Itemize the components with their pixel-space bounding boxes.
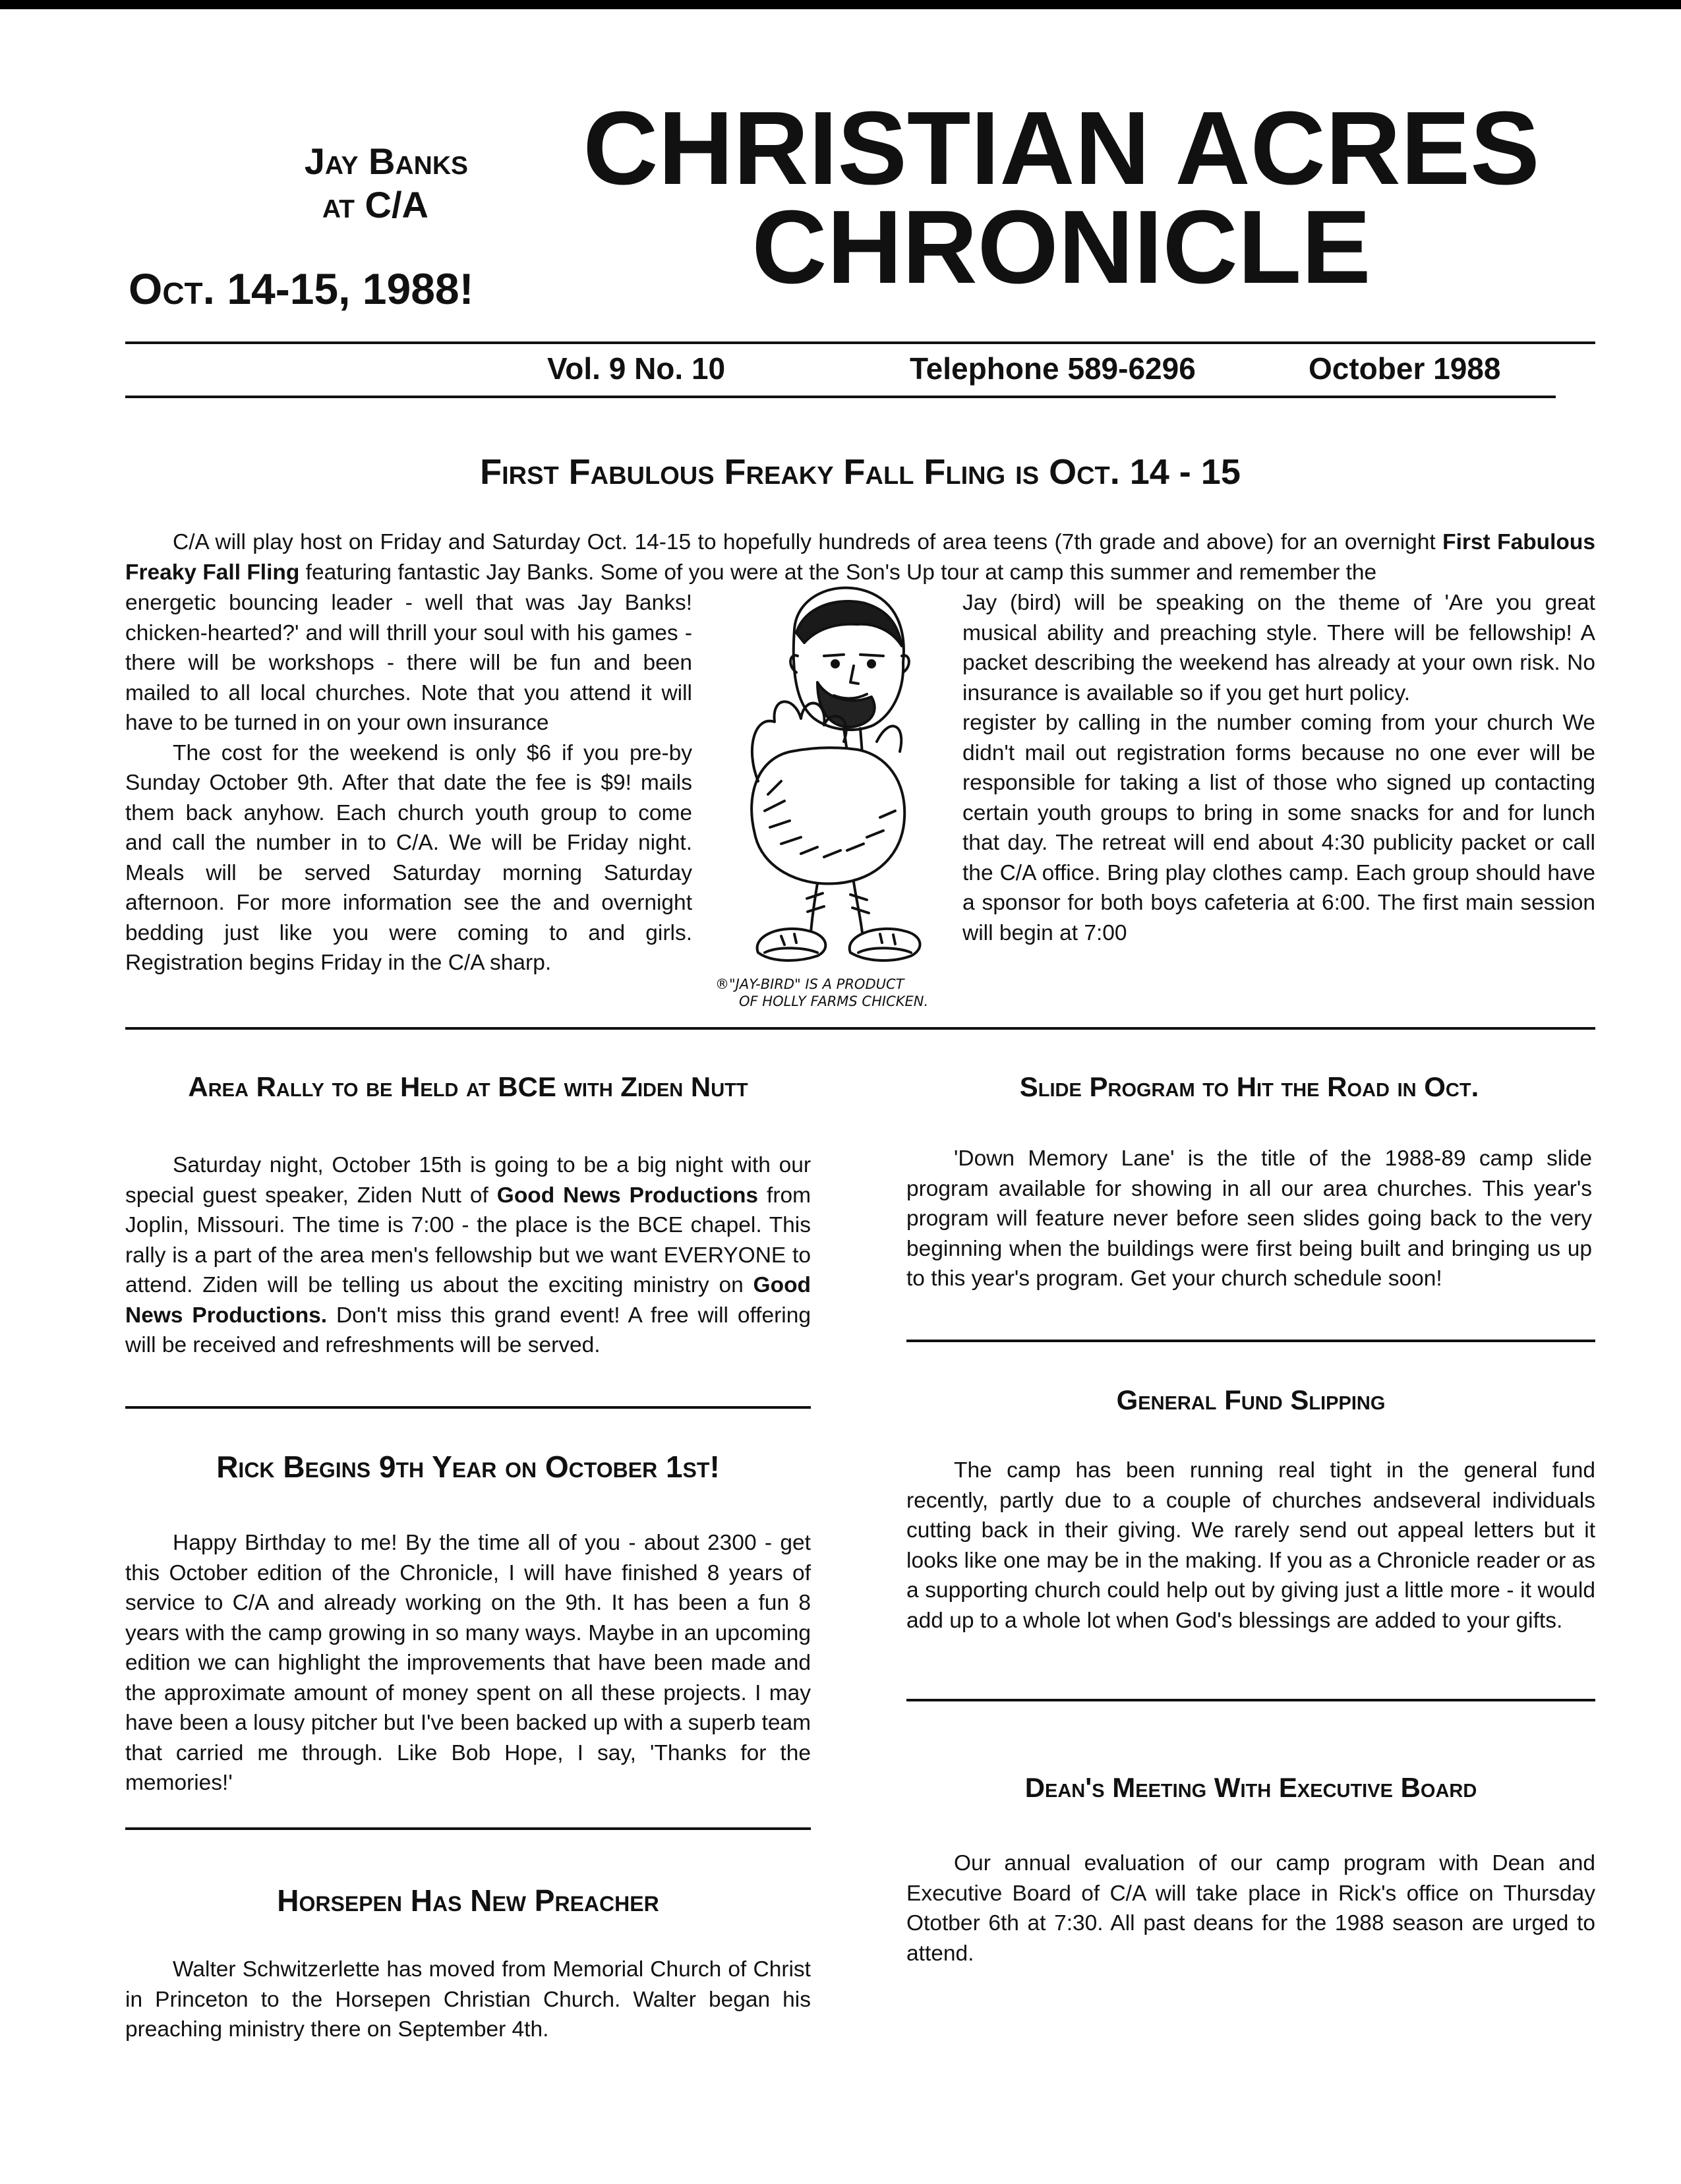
announcement-line-2: at C/A: [322, 184, 428, 225]
cartoon-caption-line-2: OF HOLLY FARMS CHICKEN.: [739, 993, 929, 1009]
cartoon-caption-line-1: ®"JAY-BIRD" IS A PRODUCT: [715, 976, 904, 992]
horsepen-heading: Horsepen Has New Preacher: [277, 1883, 659, 1918]
general-fund-paragraph: The camp has been running real tight in the general fund recently, partly due to a couple of churches andseveral individuals cutting back in their giving. We rarely send out appeal letters but it looks like one may be in the making. If you as a Chronicle reader or as a supporting church could help out by giving just a little more - it would add up to a whole lot when God's blessings are added to your gifts.: [906, 1458, 1595, 1633]
jay-bird-cartoon: [719, 583, 962, 986]
deans-meeting-paragraph: Our annual evaluation of our camp program with Dean and Executive Board of C/A will take place in Rick's office on Thursday Ototber 6th at 7:30. All past deans for the 1988 season are urged to attend.: [906, 1851, 1595, 1966]
deans-meeting-body: [906, 1848, 1595, 1968]
area-rally-bold-1: Good News Productions: [496, 1183, 759, 1208]
area-rally-heading: Area Rally to be Held at BCE with Ziden Nutt: [188, 1071, 748, 1102]
area-rally-text-a: Saturday night, October 15th is going to be a big night with our special guest speaker, Ziden Nutt of: [125, 1153, 811, 1208]
area-rally-text-b: from Joplin, Missouri. The time is 7:00 - the place is the BCE chapel. This rally is a part of the area men's fellowship but we want EVERYONE to attend. Ziden will be telling us about the exciting ministry on: [125, 1183, 811, 1297]
area-rally-bold-2: Good News Productions.: [125, 1273, 811, 1328]
top-border: [0, 0, 1681, 9]
rick-body: [125, 1528, 811, 1798]
jay-banks-announcement: [119, 140, 468, 227]
masthead-line-1: CHRISTIAN ACRES: [583, 90, 1540, 206]
intro-bold-fling: Fabulous Freaky Fall Fling: [125, 530, 1595, 585]
area-rally-divider: [125, 1406, 811, 1409]
fall-fling-left-paragraph-2: The cost for the weekend is only $6 if you pre-by Sunday October 9th. After that date the fee is $9! mails them back anyhow. Each church youth group to come and call the number in to C/A. We will be Friday night. Meals will be served Saturday morning Saturday afternoon. For more information see the and overnight bedding just like you were coming to and girls. Registration begins Friday in the C/A sharp.: [125, 740, 692, 975]
general-fund-heading: General Fund Slipping: [1116, 1384, 1386, 1415]
intro-text-a: C/A will play host on Friday and Saturday Oct. 14-15 to hopefully hundreds of area teens (7th grade and above) for an overnight: [173, 530, 1443, 554]
cartoon-caption: [715, 976, 959, 1010]
intro-text-b: featuring fantastic Jay Banks. Some of you were at the Son's Up tour at camp this summer and remember the: [299, 560, 1377, 585]
rick-heading: Rick Begins 9th Year on October 1st!: [216, 1450, 720, 1484]
masthead-rule-bottom: [125, 396, 1556, 398]
masthead-line-2: CHRONICLE: [752, 189, 1371, 305]
fall-fling-left-column: [125, 588, 692, 978]
slide-program-body: [906, 1144, 1592, 1294]
announcement-line-1: Jay Banks: [304, 140, 468, 182]
masthead-rule-top: [125, 341, 1595, 344]
telephone-number: Telephone 589-6296: [910, 351, 1196, 386]
masthead-title: [547, 90, 1576, 305]
slide-program-heading: Slide Program to Hit the Road in Oct.: [1019, 1071, 1479, 1102]
horsepen-paragraph: Walter Schwitzerlette has moved from Memorial Church of Christ in Princeton to the Horsepen Christian Church. Walter began his preaching ministry there on September 4th.: [125, 1957, 811, 2042]
rick-divider: [125, 1827, 811, 1830]
fall-fling-left-paragraph-1: energetic bouncing leader - well that was Jay Banks! chicken-hearted?' and will thrill your soul with his games - there will be workshops - there will be fun and been mailed to all local churches. Note that you attend it will have to be turned in on your own insurance: [125, 591, 692, 735]
fall-fling-intro: [125, 527, 1595, 587]
fall-fling-right-column: [962, 588, 1595, 948]
area-rally-body: [125, 1150, 811, 1361]
horsepen-body: [125, 1955, 811, 2045]
fall-fling-intro-paragraph: [125, 527, 1595, 587]
slide-program-paragraph: 'Down Memory Lane' is the title of the 1988-89 camp slide program available for showing in all our area churches. This year's program will feature never before seen slides going back to the very beginning when the buildings were first being built and bringing us up to this year's program. Get your church schedule soon!: [906, 1146, 1592, 1291]
rick-paragraph: Happy Birthday to me! By the time all of you - about 2300 - get this October edition of the Chronicle, I will have finished 8 years of service to C/A and already working on the 9th. It has been a fun 8 years with the camp growing in so many ways. Maybe in an upcoming edition we can highlight the improvements that have been made and the approximate amount of money spent on all these projects. I may have been a lousy pitcher but I've been backed up with a superb team that carried me through. Like Bob Hope, I say, 'Thanks for the memories!': [125, 1531, 811, 1795]
deans-meeting-heading: Dean's Meeting With Executive Board: [1024, 1772, 1477, 1803]
fall-fling-right-paragraph-2: register by calling in the number coming from your church We didn't mail out registration forms because no one ever will be responsible for taking a list of those who signed up contacting certain youth groups to bring in some snacks for and for lunch that day. The retreat will end about 4:30 publicity packet or call the C/A office. Bring play clothes camp. Each group should have a sponsor for both boys cafeteria at 6:00. The first main session will begin at 7:00: [962, 711, 1595, 945]
fall-fling-heading: First Fabulous Freaky Fall Fling is Oct. 14 - 15: [480, 452, 1241, 492]
area-rally-paragraph: [125, 1150, 811, 1361]
slide-program-divider: [906, 1340, 1595, 1342]
general-fund-divider: [906, 1699, 1595, 1701]
area-rally-text-c: Don't miss this grand event! A free will offering will be received and refreshments will be served.: [125, 1303, 811, 1357]
issue-date: October 1988: [1309, 351, 1501, 386]
general-fund-body: [906, 1456, 1595, 1636]
volume-number: Vol. 9 No. 10: [547, 351, 726, 386]
fall-fling-right-paragraph-1: Jay (bird) will be speaking on the theme of 'Are you great musical ability and preaching style. There will be fellowship! A packet describing the weekend has already at your own risk. No insurance is available so if you get hurt policy.: [962, 591, 1595, 705]
announcement-line-3: Oct. 14-15, 1988!: [129, 264, 474, 313]
intro-bold-first: First: [1442, 530, 1490, 554]
fall-fling-divider: [125, 1027, 1595, 1030]
